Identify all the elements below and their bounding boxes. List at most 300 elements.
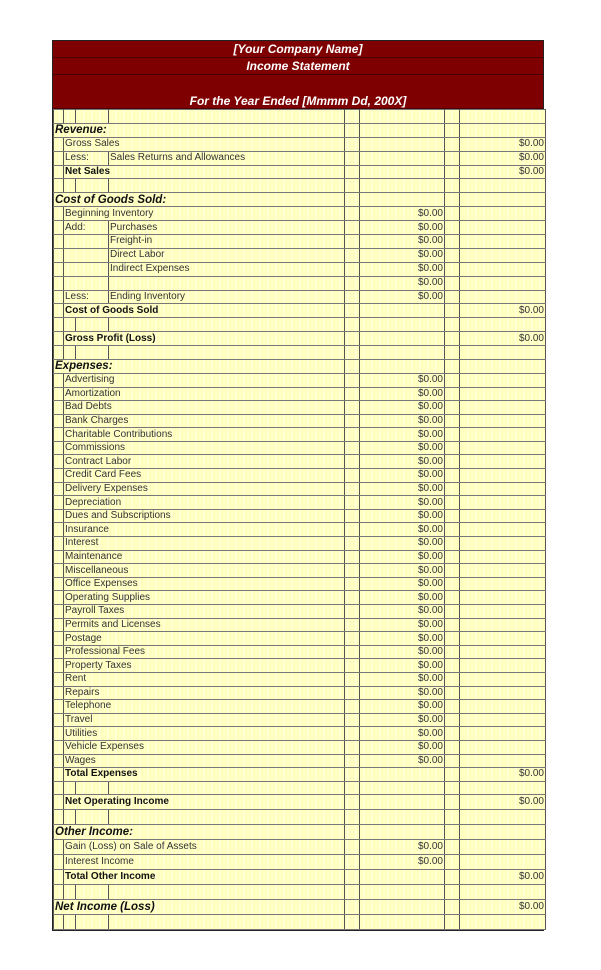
empty-cell[interactable] — [76, 915, 109, 930]
empty-cell[interactable] — [360, 810, 445, 825]
empty-cell[interactable] — [64, 781, 76, 795]
empty-cell[interactable] — [460, 373, 546, 387]
empty-cell[interactable] — [345, 318, 360, 332]
empty-cell[interactable] — [360, 900, 445, 915]
empty-cell[interactable] — [109, 781, 345, 795]
empty-cell[interactable] — [345, 137, 360, 151]
empty-cell[interactable] — [345, 123, 360, 137]
empty-cell[interactable] — [54, 577, 64, 591]
empty-cell[interactable] — [460, 840, 546, 855]
empty-cell[interactable] — [460, 605, 546, 619]
empty-cell[interactable] — [460, 523, 546, 537]
empty-cell[interactable] — [345, 179, 360, 193]
empty-cell[interactable] — [345, 151, 360, 165]
empty-cell[interactable] — [445, 605, 460, 619]
line-item-label[interactable]: Repairs — [64, 686, 345, 700]
empty-cell[interactable] — [345, 686, 360, 700]
empty-cell[interactable] — [54, 727, 64, 741]
empty-cell[interactable] — [445, 885, 460, 900]
empty-cell[interactable] — [360, 915, 445, 930]
empty-cell[interactable] — [460, 645, 546, 659]
empty-cell[interactable] — [64, 179, 76, 193]
subtotal-amount[interactable]: $0.00 — [360, 840, 445, 855]
empty-cell[interactable] — [460, 179, 546, 193]
subtotal-amount[interactable]: $0.00 — [360, 659, 445, 673]
section-heading[interactable]: Expenses: — [54, 360, 345, 374]
empty-cell[interactable] — [109, 915, 345, 930]
empty-cell[interactable] — [345, 455, 360, 469]
empty-cell[interactable] — [445, 915, 460, 930]
empty-cell[interactable] — [345, 469, 360, 483]
empty-cell[interactable] — [54, 441, 64, 455]
subtotal-amount[interactable]: $0.00 — [360, 482, 445, 496]
empty-cell[interactable] — [54, 618, 64, 632]
empty-cell[interactable] — [360, 825, 445, 840]
empty-cell[interactable] — [445, 768, 460, 782]
statement-title[interactable]: Income Statement — [53, 58, 543, 75]
empty-cell[interactable] — [64, 810, 76, 825]
empty-cell[interactable] — [360, 332, 445, 346]
empty-cell[interactable] — [460, 276, 546, 290]
empty-cell[interactable] — [345, 537, 360, 551]
subtotal-amount[interactable]: $0.00 — [360, 221, 445, 235]
total-amount[interactable]: $0.00 — [460, 304, 546, 318]
empty-cell[interactable] — [76, 318, 109, 332]
empty-cell[interactable] — [460, 428, 546, 442]
line-item-label[interactable]: Indirect Expenses — [109, 262, 345, 276]
empty-cell[interactable] — [360, 768, 445, 782]
line-item-label[interactable]: Contract Labor — [64, 455, 345, 469]
line-item-label[interactable]: Permits and Licenses — [64, 618, 345, 632]
subtotal-amount[interactable]: $0.00 — [360, 441, 445, 455]
empty-cell[interactable] — [445, 165, 460, 179]
empty-cell[interactable] — [54, 346, 64, 360]
subtotal-amount[interactable]: $0.00 — [360, 248, 445, 262]
empty-cell[interactable] — [64, 235, 109, 249]
line-item-label[interactable]: Postage — [64, 632, 345, 646]
empty-cell[interactable] — [445, 221, 460, 235]
empty-cell[interactable] — [445, 276, 460, 290]
subtotal-amount[interactable]: $0.00 — [360, 686, 445, 700]
empty-cell[interactable] — [460, 207, 546, 221]
empty-cell[interactable] — [460, 262, 546, 276]
empty-cell[interactable] — [445, 290, 460, 304]
empty-cell[interactable] — [345, 360, 360, 374]
empty-cell[interactable] — [345, 235, 360, 249]
empty-cell[interactable] — [460, 469, 546, 483]
line-item-label[interactable]: Delivery Expenses — [64, 482, 345, 496]
line-item-label[interactable]: Purchases — [109, 221, 345, 235]
empty-cell[interactable] — [445, 509, 460, 523]
empty-cell[interactable] — [54, 387, 64, 401]
empty-cell[interactable] — [460, 686, 546, 700]
empty-cell[interactable] — [360, 318, 445, 332]
empty-cell[interactable] — [460, 855, 546, 870]
empty-cell[interactable] — [460, 618, 546, 632]
empty-cell[interactable] — [460, 401, 546, 415]
empty-cell[interactable] — [54, 659, 64, 673]
line-item-label[interactable]: Interest — [64, 537, 345, 551]
empty-cell[interactable] — [54, 591, 64, 605]
empty-cell[interactable] — [445, 618, 460, 632]
empty-cell[interactable] — [345, 810, 360, 825]
empty-cell[interactable] — [360, 781, 445, 795]
line-item-label[interactable]: Property Taxes — [64, 659, 345, 673]
total-amount[interactable]: $0.00 — [460, 900, 546, 915]
empty-cell[interactable] — [345, 591, 360, 605]
empty-cell[interactable] — [54, 840, 64, 855]
subtotal-amount[interactable]: $0.00 — [360, 373, 445, 387]
empty-cell[interactable] — [54, 550, 64, 564]
empty-cell[interactable] — [360, 179, 445, 193]
empty-cell[interactable] — [109, 810, 345, 825]
empty-cell[interactable] — [54, 469, 64, 483]
empty-cell[interactable] — [54, 754, 64, 768]
empty-cell[interactable] — [360, 346, 445, 360]
empty-cell[interactable] — [64, 915, 76, 930]
subtotal-amount[interactable]: $0.00 — [360, 455, 445, 469]
empty-cell[interactable] — [460, 810, 546, 825]
line-item-label[interactable]: Gain (Loss) on Sale of Assets — [64, 840, 345, 855]
empty-cell[interactable] — [360, 360, 445, 374]
empty-cell[interactable] — [445, 855, 460, 870]
empty-cell[interactable] — [345, 221, 360, 235]
empty-cell[interactable] — [445, 235, 460, 249]
empty-cell[interactable] — [345, 713, 360, 727]
empty-cell[interactable] — [54, 332, 64, 346]
line-item-label[interactable]: Miscellaneous — [64, 564, 345, 578]
total-label[interactable]: Cost of Goods Sold — [64, 304, 345, 318]
empty-cell[interactable] — [445, 346, 460, 360]
empty-cell[interactable] — [445, 781, 460, 795]
empty-cell[interactable] — [54, 428, 64, 442]
empty-cell[interactable] — [460, 346, 546, 360]
line-item-label[interactable]: Bad Debts — [64, 401, 345, 415]
total-amount[interactable]: $0.00 — [460, 795, 546, 810]
empty-cell[interactable] — [345, 855, 360, 870]
empty-cell[interactable] — [445, 825, 460, 840]
empty-cell[interactable] — [54, 781, 64, 795]
subtotal-amount[interactable]: $0.00 — [360, 727, 445, 741]
empty-cell[interactable] — [460, 591, 546, 605]
empty-cell[interactable] — [460, 318, 546, 332]
empty-cell[interactable] — [460, 885, 546, 900]
empty-cell[interactable] — [345, 645, 360, 659]
section-heading[interactable]: Net Income (Loss) — [54, 900, 345, 915]
subtotal-amount[interactable]: $0.00 — [360, 207, 445, 221]
empty-cell[interactable] — [445, 591, 460, 605]
empty-cell[interactable] — [360, 110, 445, 124]
empty-cell[interactable] — [54, 700, 64, 714]
line-item-label[interactable]: Dues and Subscriptions — [64, 509, 345, 523]
empty-cell[interactable] — [345, 110, 360, 124]
empty-cell[interactable] — [54, 496, 64, 510]
empty-cell[interactable] — [445, 441, 460, 455]
subtotal-amount[interactable]: $0.00 — [360, 550, 445, 564]
empty-cell[interactable] — [445, 137, 460, 151]
empty-cell[interactable] — [445, 262, 460, 276]
empty-cell[interactable] — [345, 659, 360, 673]
subtotal-amount[interactable]: $0.00 — [360, 740, 445, 754]
empty-cell[interactable] — [445, 414, 460, 428]
empty-cell[interactable] — [54, 855, 64, 870]
subtotal-amount[interactable]: $0.00 — [360, 235, 445, 249]
empty-cell[interactable] — [360, 795, 445, 810]
empty-cell[interactable] — [345, 207, 360, 221]
line-item-label[interactable]: Sales Returns and Allowances — [109, 151, 345, 165]
empty-cell[interactable] — [360, 304, 445, 318]
line-item-label[interactable]: Beginning Inventory — [64, 207, 345, 221]
empty-cell[interactable] — [345, 900, 360, 915]
empty-cell[interactable] — [54, 137, 64, 151]
empty-cell[interactable] — [54, 740, 64, 754]
empty-cell[interactable] — [64, 346, 76, 360]
line-item-label[interactable]: Travel — [64, 713, 345, 727]
total-label[interactable]: Total Expenses — [64, 768, 345, 782]
empty-cell[interactable] — [445, 632, 460, 646]
empty-cell[interactable] — [345, 332, 360, 346]
empty-cell[interactable] — [345, 915, 360, 930]
empty-cell[interactable] — [345, 700, 360, 714]
empty-cell[interactable] — [345, 290, 360, 304]
empty-cell[interactable] — [445, 455, 460, 469]
empty-cell[interactable] — [54, 318, 64, 332]
line-item-label[interactable]: Rent — [64, 672, 345, 686]
line-item-prefix[interactable]: Less: — [64, 151, 109, 165]
empty-cell[interactable] — [54, 686, 64, 700]
empty-cell[interactable] — [460, 290, 546, 304]
empty-cell[interactable] — [445, 659, 460, 673]
empty-cell[interactable] — [445, 428, 460, 442]
empty-cell[interactable] — [345, 564, 360, 578]
empty-cell[interactable] — [54, 605, 64, 619]
empty-cell[interactable] — [345, 441, 360, 455]
empty-cell[interactable] — [345, 727, 360, 741]
empty-cell[interactable] — [345, 618, 360, 632]
empty-cell[interactable] — [54, 632, 64, 646]
line-item-label[interactable]: Depreciation — [64, 496, 345, 510]
empty-cell[interactable] — [54, 235, 64, 249]
empty-cell[interactable] — [345, 672, 360, 686]
empty-cell[interactable] — [445, 179, 460, 193]
empty-cell[interactable] — [460, 550, 546, 564]
empty-cell[interactable] — [54, 482, 64, 496]
empty-cell[interactable] — [54, 276, 64, 290]
subtotal-amount[interactable]: $0.00 — [360, 577, 445, 591]
empty-cell[interactable] — [460, 713, 546, 727]
line-item-label[interactable]: Interest Income — [64, 855, 345, 870]
empty-cell[interactable] — [76, 781, 109, 795]
line-item-label[interactable] — [109, 276, 345, 290]
empty-cell[interactable] — [64, 318, 76, 332]
subtotal-amount[interactable]: $0.00 — [360, 672, 445, 686]
empty-cell[interactable] — [460, 482, 546, 496]
empty-cell[interactable] — [445, 810, 460, 825]
empty-cell[interactable] — [460, 441, 546, 455]
line-item-label[interactable]: Freight-in — [109, 235, 345, 249]
section-heading[interactable]: Other Income: — [54, 825, 345, 840]
empty-cell[interactable] — [460, 672, 546, 686]
empty-cell[interactable] — [64, 276, 109, 290]
empty-cell[interactable] — [460, 235, 546, 249]
line-item-label[interactable]: Vehicle Expenses — [64, 740, 345, 754]
subtotal-amount[interactable]: $0.00 — [360, 387, 445, 401]
empty-cell[interactable] — [345, 825, 360, 840]
line-item-label[interactable]: Credit Card Fees — [64, 469, 345, 483]
empty-cell[interactable] — [76, 885, 109, 900]
empty-cell[interactable] — [54, 414, 64, 428]
empty-cell[interactable] — [460, 360, 546, 374]
subtotal-amount[interactable]: $0.00 — [360, 632, 445, 646]
empty-cell[interactable] — [360, 151, 445, 165]
empty-cell[interactable] — [54, 509, 64, 523]
empty-cell[interactable] — [54, 870, 64, 885]
empty-cell[interactable] — [345, 605, 360, 619]
empty-cell[interactable] — [460, 577, 546, 591]
total-amount[interactable]: $0.00 — [460, 870, 546, 885]
empty-cell[interactable] — [460, 564, 546, 578]
line-item-prefix[interactable]: Add: — [64, 221, 109, 235]
empty-cell[interactable] — [54, 537, 64, 551]
empty-cell[interactable] — [54, 810, 64, 825]
empty-cell[interactable] — [445, 900, 460, 915]
empty-cell[interactable] — [460, 700, 546, 714]
subtotal-amount[interactable]: $0.00 — [360, 290, 445, 304]
empty-cell[interactable] — [54, 713, 64, 727]
empty-cell[interactable] — [345, 387, 360, 401]
empty-cell[interactable] — [445, 248, 460, 262]
line-item-label[interactable]: Commissions — [64, 441, 345, 455]
empty-cell[interactable] — [460, 221, 546, 235]
empty-cell[interactable] — [345, 248, 360, 262]
empty-cell[interactable] — [345, 165, 360, 179]
empty-cell[interactable] — [345, 276, 360, 290]
empty-cell[interactable] — [64, 885, 76, 900]
empty-cell[interactable] — [64, 262, 109, 276]
subtotal-amount[interactable]: $0.00 — [360, 262, 445, 276]
subtotal-amount[interactable]: $0.00 — [360, 591, 445, 605]
empty-cell[interactable] — [460, 496, 546, 510]
empty-cell[interactable] — [109, 110, 345, 124]
subtotal-amount[interactable]: $0.00 — [360, 276, 445, 290]
empty-cell[interactable] — [54, 179, 64, 193]
empty-cell[interactable] — [345, 428, 360, 442]
empty-cell[interactable] — [76, 110, 109, 124]
empty-cell[interactable] — [345, 304, 360, 318]
total-amount[interactable]: $0.00 — [460, 332, 546, 346]
empty-cell[interactable] — [460, 727, 546, 741]
line-item-label[interactable]: Ending Inventory — [109, 290, 345, 304]
empty-cell[interactable] — [460, 915, 546, 930]
empty-cell[interactable] — [345, 414, 360, 428]
empty-cell[interactable] — [54, 645, 64, 659]
empty-cell[interactable] — [345, 795, 360, 810]
statement-period[interactable]: For the Year Ended [Mmmm Dd, 200X] — [53, 75, 543, 109]
subtotal-amount[interactable]: $0.00 — [360, 645, 445, 659]
empty-cell[interactable] — [54, 672, 64, 686]
empty-cell[interactable] — [54, 290, 64, 304]
section-heading[interactable]: Revenue: — [54, 123, 345, 137]
empty-cell[interactable] — [54, 262, 64, 276]
empty-cell[interactable] — [76, 346, 109, 360]
empty-cell[interactable] — [345, 870, 360, 885]
empty-cell[interactable] — [460, 248, 546, 262]
empty-cell[interactable] — [460, 110, 546, 124]
subtotal-amount[interactable]: $0.00 — [360, 618, 445, 632]
empty-cell[interactable] — [445, 550, 460, 564]
empty-cell[interactable] — [54, 915, 64, 930]
empty-cell[interactable] — [109, 318, 345, 332]
total-amount[interactable]: $0.00 — [460, 137, 546, 151]
line-item-label[interactable]: Insurance — [64, 523, 345, 537]
empty-cell[interactable] — [460, 740, 546, 754]
empty-cell[interactable] — [345, 885, 360, 900]
empty-cell[interactable] — [76, 179, 109, 193]
empty-cell[interactable] — [460, 781, 546, 795]
line-item-label[interactable]: Bank Charges — [64, 414, 345, 428]
empty-cell[interactable] — [345, 193, 360, 207]
empty-cell[interactable] — [445, 645, 460, 659]
subtotal-amount[interactable]: $0.00 — [360, 414, 445, 428]
line-item-label[interactable]: Gross Sales — [64, 137, 345, 151]
empty-cell[interactable] — [445, 318, 460, 332]
empty-cell[interactable] — [345, 373, 360, 387]
line-item-label[interactable]: Operating Supplies — [64, 591, 345, 605]
empty-cell[interactable] — [445, 482, 460, 496]
subtotal-amount[interactable]: $0.00 — [360, 496, 445, 510]
empty-cell[interactable] — [345, 840, 360, 855]
subtotal-amount[interactable]: $0.00 — [360, 700, 445, 714]
subtotal-amount[interactable]: $0.00 — [360, 564, 445, 578]
empty-cell[interactable] — [54, 373, 64, 387]
empty-cell[interactable] — [76, 810, 109, 825]
empty-cell[interactable] — [345, 768, 360, 782]
empty-cell[interactable] — [109, 179, 345, 193]
empty-cell[interactable] — [445, 727, 460, 741]
empty-cell[interactable] — [460, 387, 546, 401]
empty-cell[interactable] — [54, 110, 64, 124]
empty-cell[interactable] — [109, 885, 345, 900]
empty-cell[interactable] — [445, 700, 460, 714]
empty-cell[interactable] — [445, 686, 460, 700]
empty-cell[interactable] — [460, 825, 546, 840]
empty-cell[interactable] — [360, 193, 445, 207]
empty-cell[interactable] — [460, 414, 546, 428]
empty-cell[interactable] — [445, 193, 460, 207]
empty-cell[interactable] — [445, 373, 460, 387]
empty-cell[interactable] — [460, 537, 546, 551]
line-item-label[interactable]: Utilities — [64, 727, 345, 741]
empty-cell[interactable] — [460, 754, 546, 768]
empty-cell[interactable] — [345, 523, 360, 537]
line-item-label[interactable]: Amortization — [64, 387, 345, 401]
subtotal-amount[interactable]: $0.00 — [360, 605, 445, 619]
line-item-prefix[interactable]: Less: — [64, 290, 109, 304]
empty-cell[interactable] — [64, 248, 109, 262]
subtotal-amount[interactable]: $0.00 — [360, 428, 445, 442]
subtotal-amount[interactable]: $0.00 — [360, 401, 445, 415]
empty-cell[interactable] — [345, 632, 360, 646]
empty-cell[interactable] — [445, 672, 460, 686]
empty-cell[interactable] — [445, 110, 460, 124]
subtotal-amount[interactable]: $0.00 — [360, 713, 445, 727]
empty-cell[interactable] — [360, 123, 445, 137]
empty-cell[interactable] — [445, 469, 460, 483]
empty-cell[interactable] — [345, 550, 360, 564]
empty-cell[interactable] — [445, 870, 460, 885]
subtotal-amount[interactable]: $0.00 — [360, 523, 445, 537]
empty-cell[interactable] — [54, 455, 64, 469]
